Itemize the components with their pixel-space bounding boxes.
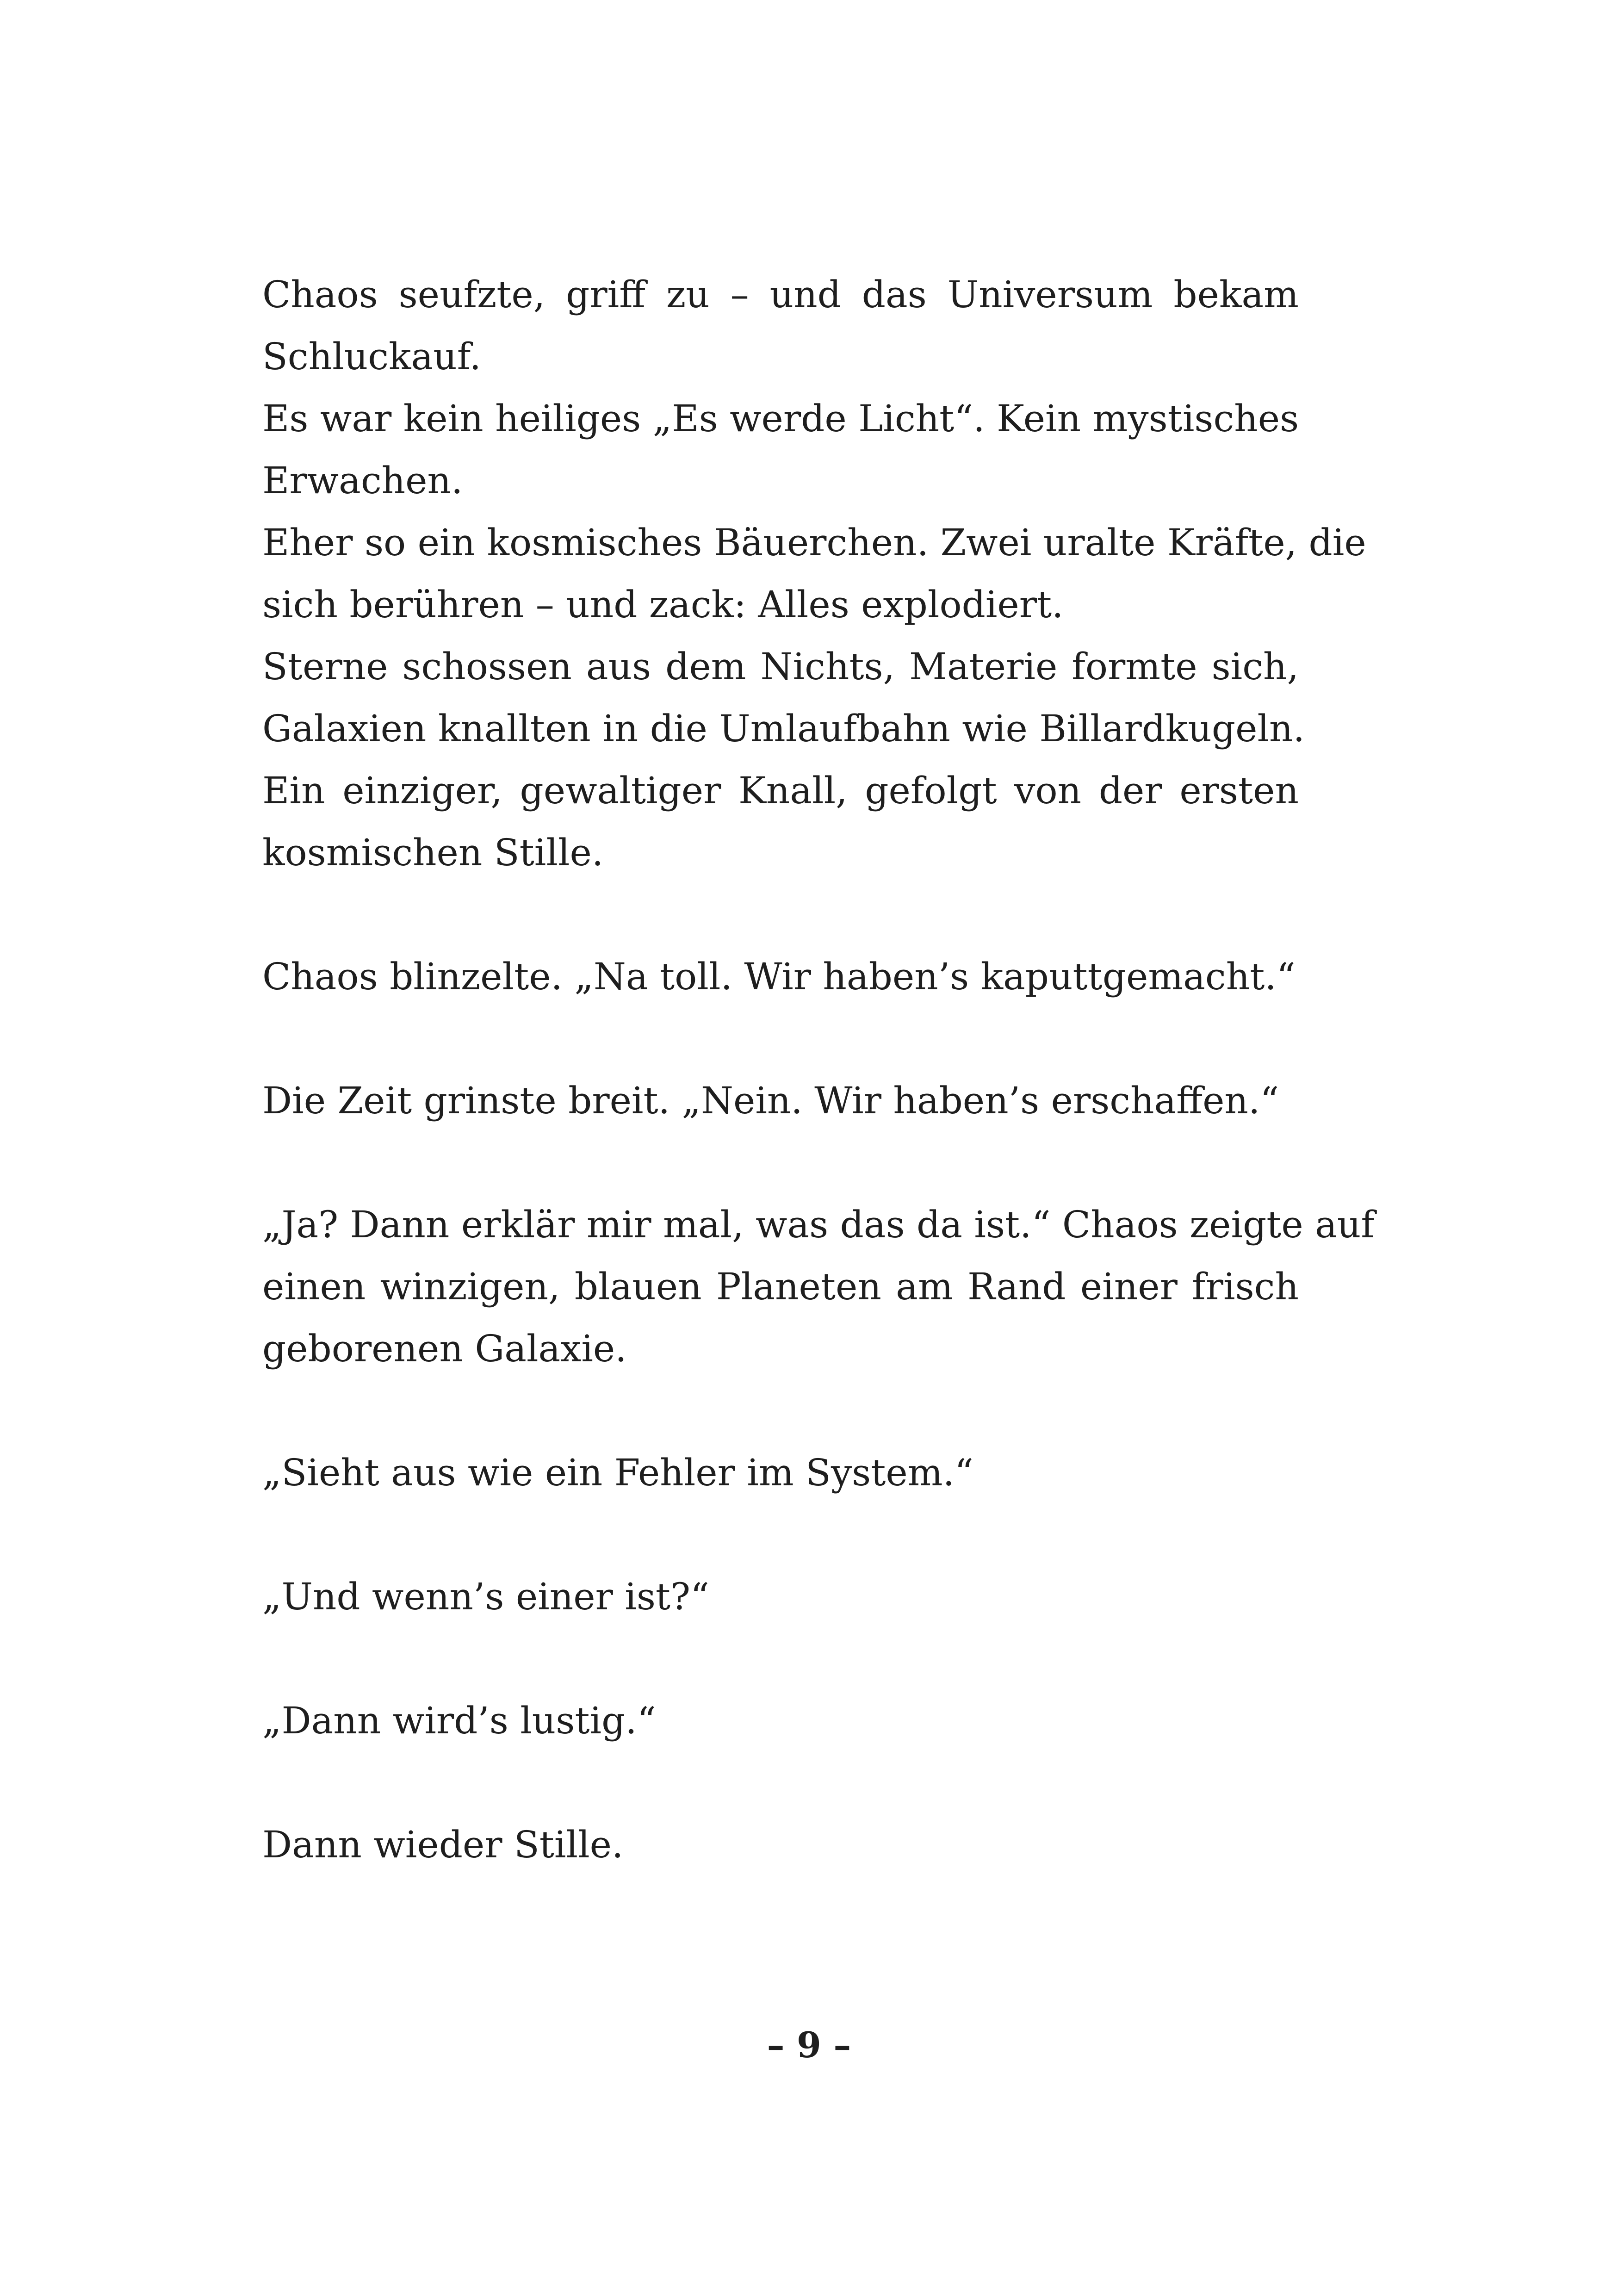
text-line: Erwachen.	[262, 459, 463, 502]
text-line: Eher so ein kosmisches Bäuerchen. Zwei uralte Kräfte, die	[262, 521, 1366, 564]
text-line: „Dann wird’s lustig.“	[262, 1699, 656, 1742]
text-line: geborenen Galaxie.	[262, 1327, 627, 1370]
text-line: Ein einziger, gewaltiger Knall, gefolgt von der ersten	[262, 769, 1299, 812]
text-line: Dann wieder Stille.	[262, 1823, 624, 1866]
text-line: Chaos blinzelte. „Na toll. Wir haben’s kaputtgemacht.“	[262, 955, 1296, 998]
text-line: Schluckauf.	[262, 335, 481, 378]
paragraph-gap	[262, 1380, 1299, 1442]
text-line: Es war kein heiliges „Es werde Licht“. Kein mystisches	[262, 397, 1299, 440]
text-line: Chaos seufzte, griff zu – und das Universum bekam	[262, 273, 1299, 316]
text-line: kosmischen Stille.	[262, 831, 604, 874]
text-line: Galaxien knallten in die Umlaufbahn wie Billardkugeln.	[262, 707, 1305, 750]
paragraph-gap	[262, 1132, 1299, 1194]
text-line: einen winzigen, blauen Planeten am Rand einer frisch	[262, 1265, 1299, 1308]
paragraph-gap	[262, 1504, 1299, 1566]
page-number: – 9 –	[767, 2024, 851, 2066]
paragraph-gap	[262, 1752, 1299, 1814]
paragraph-gap	[262, 1628, 1299, 1690]
paragraph-gap	[262, 884, 1299, 946]
paragraph-gap	[262, 1008, 1299, 1070]
body-text	[262, 264, 1375, 1876]
text-line: sich berühren – und zack: Alles explodiert.	[262, 583, 1064, 626]
text-line: Sterne schossen aus dem Nichts, Materie formte sich,	[262, 645, 1299, 688]
text-line: Die Zeit grinste breit. „Nein. Wir haben’s erschaffen.“	[262, 1079, 1279, 1122]
text-line: „Sieht aus wie ein Fehler im System.“	[262, 1451, 973, 1494]
text-line: „Ja? Dann erklär mir mal, was das da ist.“ Chaos zeigte auf	[262, 1203, 1375, 1246]
text-line: „Und wenn’s einer ist?“	[262, 1575, 709, 1618]
